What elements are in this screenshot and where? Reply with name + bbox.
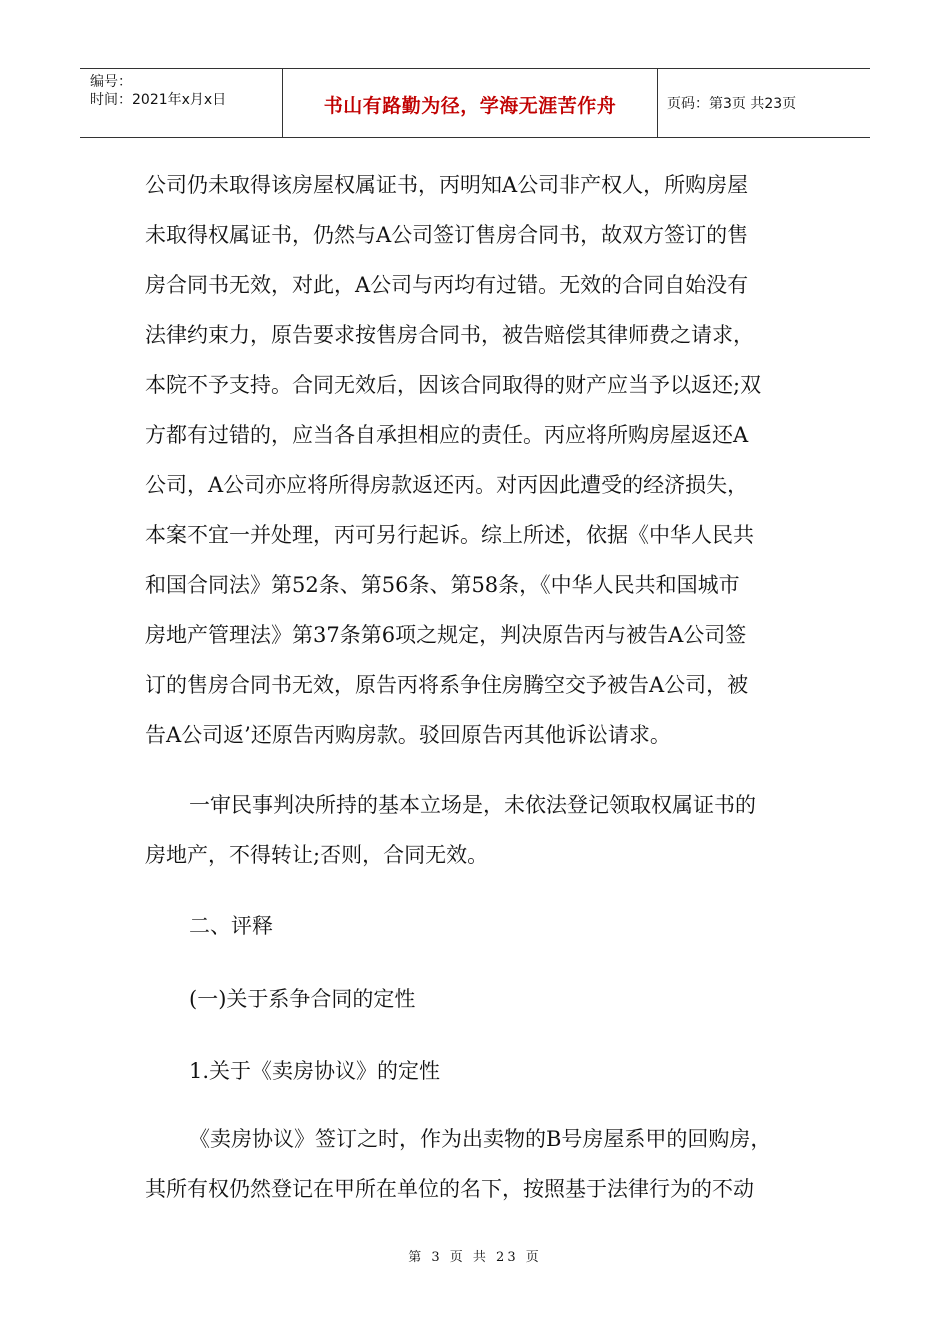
header-meta [90, 73, 226, 109]
page-footer: 第 3 页 共 23 页 [408, 1250, 542, 1265]
header-motto: 书山有路勤为径，学海无涯苦作舟 [323, 95, 617, 117]
text-line: 法律约束力，原告要求按售房合同书，被告赔偿其律师费之请求， [145, 323, 754, 347]
text-line: 告A公司返’还原告丙购房款。驳回原告丙其他诉讼请求。 [145, 723, 671, 747]
time-label: 时间：2021年x月x日 [90, 92, 227, 108]
text-line: 和国合同法》第52条、第56条、第58条，《中华人民共和国城市 [145, 573, 740, 597]
text-line: 房地产管理法》第37条第6项之规定，判决原告丙与被告A公司签 [145, 623, 747, 647]
text-line: 方都有过错的，应当各自承担相应的责任。丙应将所购房屋返还A [145, 423, 749, 447]
paragraph-position [145, 780, 805, 880]
text-line: 《卖房协议》签订之时，作为出卖物的B号房屋系甲的回购房， [189, 1127, 772, 1151]
header-page-info: 页码：第3页 共23页 [667, 96, 797, 112]
paragraph-judgment [145, 160, 805, 760]
number-label: 编号： [90, 74, 132, 90]
text-line: 一审民事判决所持的基本立场是，未依法登记领取权属证书的 [189, 793, 756, 817]
item-heading: 1.关于《卖房协议》的定性 [189, 1059, 441, 1083]
text-line: 本院不予支持。合同无效后，因该合同取得的财产应当予以返还;双 [145, 373, 762, 397]
text-line: 公司，A公司亦应将所得房款返还丙。对丙因此遭受的经济损失， [145, 473, 749, 497]
section-heading: 二、评释 [189, 914, 273, 938]
subsection-heading: (一)关于系争合同的定性 [189, 987, 416, 1011]
text-line: 其所有权仍然登记在甲所在单位的名下，按照基于法律行为的不动 [145, 1177, 754, 1201]
text-line: 未取得权属证书，仍然与A公司签订售房合同书，故双方签订的售 [145, 223, 749, 247]
text-line: 公司仍未取得该房屋权属证书，丙明知A公司非产权人，所购房屋 [145, 173, 749, 197]
text-line: 本案不宜一并处理，丙可另行起诉。综上所述，依据《中华人民共 [145, 523, 754, 547]
header-divider [657, 69, 658, 137]
text-line: 房地产，不得转让;否则，合同无效。 [145, 843, 489, 867]
text-line: 房合同书无效，对此，A公司与丙均有过错。无效的合同自始没有 [145, 273, 749, 297]
text-line: 订的售房合同书无效，原告丙将系争住房腾空交予被告A公司，被 [145, 673, 749, 697]
page-header [80, 68, 870, 138]
paragraph-agreement [145, 1114, 805, 1214]
